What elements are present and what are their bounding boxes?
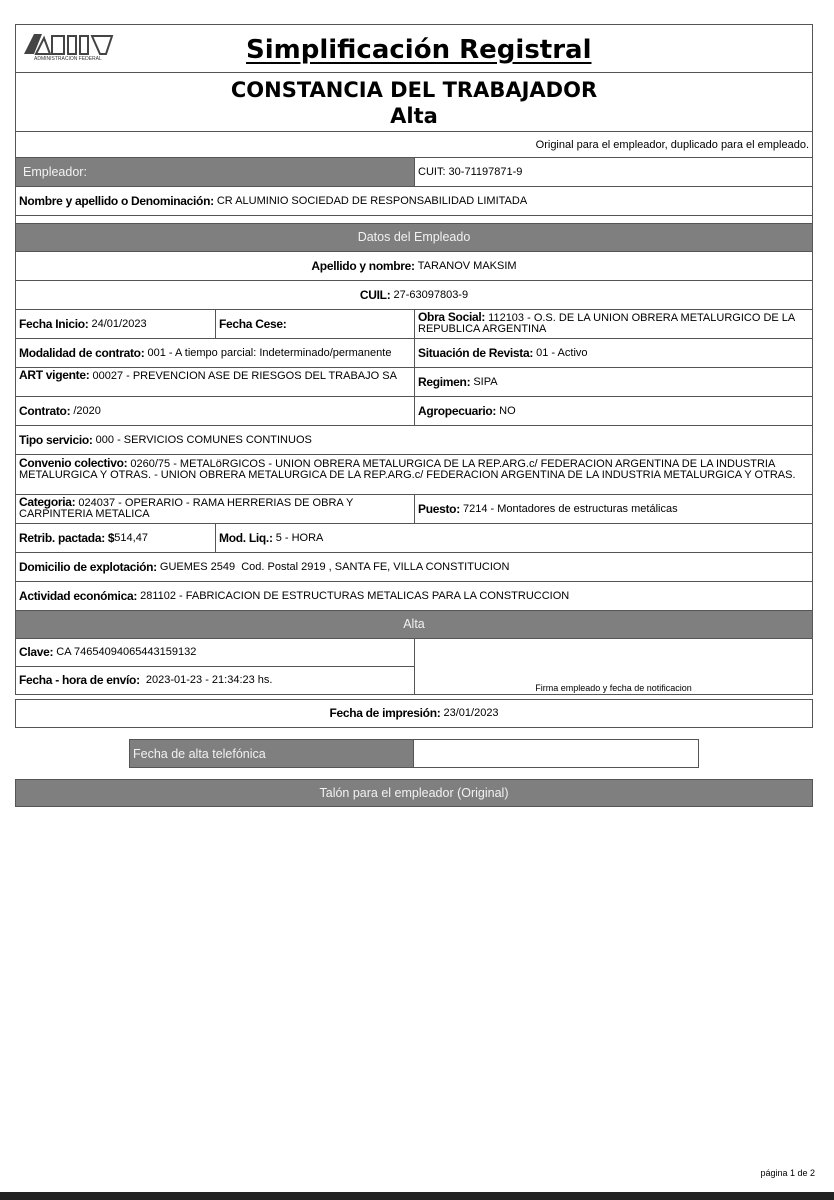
employer-header-row bbox=[16, 158, 812, 187]
cuil-row bbox=[16, 281, 812, 310]
clave-value: CA 74654094065443159132 bbox=[56, 646, 197, 658]
agro-label: Agropecuario: bbox=[418, 403, 497, 418]
subtitle: CONSTANCIA DEL TRABAJADOR bbox=[230, 78, 598, 102]
fecha-cese bbox=[215, 310, 414, 338]
firma-label: Firma empleado y fecha de notificacion bbox=[535, 683, 692, 693]
employee-name bbox=[16, 252, 812, 280]
tipo-servicio-value: 000 - SERVICIOS COMUNES CONTINUOS bbox=[95, 433, 312, 446]
afip-logo bbox=[20, 30, 120, 66]
fecha-cese-label: Fecha Cese: bbox=[219, 316, 287, 331]
puesto bbox=[414, 495, 812, 523]
original-note: Original para el empleador, duplicado para el empleado. bbox=[535, 139, 809, 151]
fecha-inicio-value: 24/01/2023 bbox=[91, 317, 147, 330]
page-title: Simplificación Registral bbox=[246, 35, 592, 65]
cuil-label: CUIL: bbox=[359, 287, 391, 302]
employee-section-label: Datos del Empleado bbox=[357, 230, 471, 244]
subtitle-alta: Alta bbox=[390, 104, 438, 128]
page-number: página 1 de 2 bbox=[760, 1168, 815, 1178]
art-row bbox=[16, 368, 812, 397]
tipo-servicio bbox=[16, 426, 812, 454]
situacion-value: 01 - Activo bbox=[536, 346, 588, 359]
contrato-row bbox=[16, 397, 812, 426]
envio-row bbox=[16, 667, 414, 694]
mod-liq bbox=[215, 524, 812, 552]
tipo-servicio-row bbox=[16, 426, 812, 455]
alta-section-label: Alta bbox=[403, 617, 425, 631]
envio-label: Fecha - hora de envío: bbox=[19, 673, 140, 687]
obra-social bbox=[414, 310, 812, 338]
employee-section-header bbox=[16, 223, 812, 252]
situacion-label: Situación de Revista: bbox=[418, 345, 534, 360]
fecha-inicio-label: Fecha Inicio: bbox=[19, 316, 89, 331]
actividad-label: Actividad económica: bbox=[19, 588, 138, 603]
clave-row bbox=[16, 639, 414, 667]
employer-name-value: CR ALUMINIO SOCIEDAD DE RESPONSABILIDAD LIMITADA bbox=[216, 194, 528, 207]
contrato bbox=[16, 397, 414, 425]
impresion-box bbox=[15, 699, 813, 728]
bottom-bar bbox=[0, 1192, 834, 1200]
convenio-colectivo bbox=[16, 455, 812, 494]
situacion-revista bbox=[414, 339, 812, 367]
alta-section-header bbox=[16, 611, 812, 639]
firma-box bbox=[414, 639, 812, 694]
employer-cuit: CUIT: 30-71197871-9 bbox=[414, 158, 812, 186]
convenio-row bbox=[16, 455, 812, 495]
categoria-value: 024037 - OPERARIO - RAMA HERRERIAS DE OBRA Y CARPINTERIA METALICA bbox=[19, 497, 354, 520]
envio-value: 2023-01-23 - 21:34:23 hs. bbox=[145, 674, 273, 686]
impresion-label: Fecha de impresión: bbox=[329, 706, 441, 720]
title-row bbox=[16, 25, 812, 73]
regimen bbox=[414, 368, 812, 396]
employer-section-label: Empleador: bbox=[23, 164, 87, 179]
retrib-value: 514,47 bbox=[114, 531, 148, 544]
modliq-value: 5 - HORA bbox=[275, 531, 324, 544]
modalidad-value: 001 - A tiempo parcial: Indeterminado/permanente bbox=[147, 346, 392, 359]
contrato-label: Contrato: bbox=[19, 403, 71, 418]
document-header bbox=[15, 24, 813, 132]
puesto-label: Puesto: bbox=[418, 501, 460, 516]
domicilio-explotacion bbox=[16, 553, 812, 581]
convenio-value: 0260/75 - METALöRGICOS - UNION OBRERA METALURGICA DE LA REP.ARG.c/ FEDERACION ARGENTINA DE LA INDUSTRIA METALURGICA Y OTRAS. - UNION OBRERA METALURGICA DE LA REP.ARG.c/ FEDERACION ARGENTINA DE LA INDUSTRIA METALURGICA Y OTRAS. bbox=[19, 458, 796, 481]
fecha-envio bbox=[16, 667, 414, 694]
telefonica-row bbox=[129, 739, 699, 768]
art-label: ART vigente: bbox=[19, 368, 90, 382]
employer-name-row bbox=[16, 187, 812, 216]
regimen-label: Regimen: bbox=[418, 374, 471, 389]
art-value: 00027 - PREVENCION ASE DE RIESGOS DEL TRABAJO SA bbox=[92, 370, 397, 382]
modalidad-row bbox=[16, 339, 812, 368]
impresion-value: 23/01/2023 bbox=[443, 707, 499, 719]
contrato-value: /2020 bbox=[73, 404, 101, 417]
domicilio-row bbox=[16, 553, 812, 582]
logo-caption: ADMINISTRACION FEDERAL bbox=[34, 56, 102, 62]
dates-row bbox=[16, 310, 812, 339]
tipo-servicio-label: Tipo servicio: bbox=[19, 432, 93, 447]
actividad-economica bbox=[16, 582, 812, 610]
categoria-row bbox=[16, 495, 812, 524]
retrib-label: Retrib. pactada: $ bbox=[19, 530, 115, 545]
talon-banner: Talón para el empleador (Original) bbox=[15, 779, 813, 807]
actividad-value: 281102 - FABRICACION DE ESTRUCTURAS METALICAS PARA LA CONSTRUCCION bbox=[140, 589, 570, 602]
puesto-value: 7214 - Montadores de estructuras metálicas bbox=[462, 502, 678, 515]
modalidad bbox=[16, 339, 414, 367]
main-form bbox=[15, 132, 813, 695]
obra-social-value: 112103 - O.S. DE LA UNION OBRERA METALURGICO DE LA REPUBLICA ARGENTINA bbox=[418, 312, 795, 335]
employee-name-label: Apellido y nombre: bbox=[311, 258, 415, 273]
convenio-label: Convenio colectivo: bbox=[19, 456, 128, 470]
employee-name-value: TARANOV MAKSIM bbox=[417, 259, 517, 272]
art-vigente bbox=[16, 368, 414, 396]
agropecuario bbox=[414, 397, 812, 425]
actividad-row bbox=[16, 582, 812, 611]
employer-name-label: Nombre y apellido o Denominación: bbox=[19, 193, 214, 208]
regimen-value: SIPA bbox=[473, 375, 498, 388]
cuil bbox=[16, 281, 812, 309]
fecha-impresion bbox=[16, 700, 812, 727]
clave-label: Clave: bbox=[19, 645, 54, 659]
cuil-value: 27-63097803-9 bbox=[393, 288, 469, 301]
modalidad-label: Modalidad de contrato: bbox=[19, 345, 145, 360]
categoria-label: Categoria: bbox=[19, 495, 76, 509]
telefonica-label: Fecha de alta telefónica bbox=[130, 740, 414, 767]
domicilio-value: GUEMES 2549 Cod. Postal 2919 , SANTA FE, VILLA CONSTITUCION bbox=[159, 560, 510, 573]
fecha-inicio bbox=[16, 310, 215, 338]
categoria bbox=[16, 495, 414, 523]
employee-name-row bbox=[16, 252, 812, 281]
employer-name bbox=[16, 187, 812, 215]
telefonica-value bbox=[415, 740, 698, 767]
domicilio-label: Domicilio de explotación: bbox=[19, 559, 157, 574]
modliq-label: Mod. Liq.: bbox=[219, 530, 273, 545]
clave bbox=[16, 639, 414, 666]
obra-social-label: Obra Social: bbox=[418, 310, 486, 324]
retrib-pactada bbox=[16, 524, 215, 552]
note-row bbox=[16, 132, 812, 158]
subtitle-row bbox=[16, 73, 812, 132]
retribucion-row bbox=[16, 524, 812, 553]
agro-value: NO bbox=[499, 404, 516, 417]
